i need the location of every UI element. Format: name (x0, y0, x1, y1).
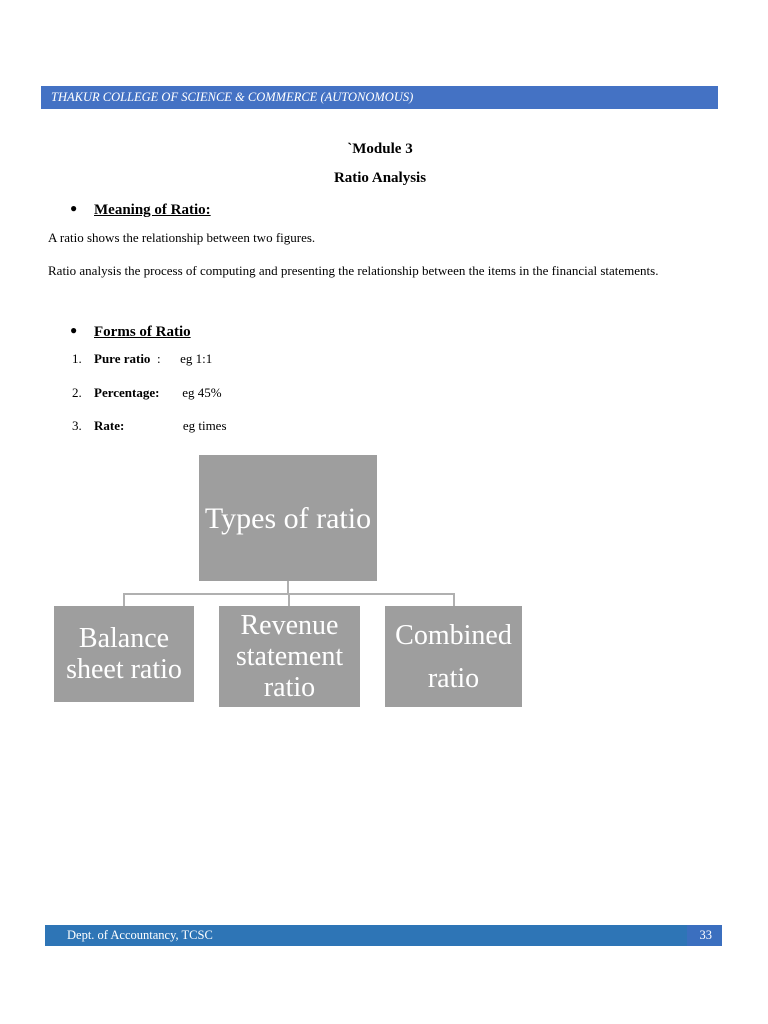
list-separator: : (150, 351, 181, 366)
forms-heading-text: Forms of Ratio (94, 324, 191, 340)
diagram-child-line: ratio (263, 672, 316, 703)
diagram-child-line: ratio (427, 662, 480, 694)
list-term: Pure ratio (94, 351, 151, 366)
list-item-percentage (72, 385, 222, 401)
list-example: eg 45% (182, 385, 222, 400)
module-title: `Module 3 (347, 141, 413, 157)
list-separator (159, 385, 182, 400)
list-item-rate (72, 418, 227, 434)
diagram-child-revenue-statement (219, 606, 360, 707)
section-title: Ratio Analysis (333, 170, 427, 186)
diagram-root-label: Types of ratio (204, 501, 372, 535)
header-bar (41, 86, 718, 109)
footer-bar (45, 925, 722, 946)
diagram-child-line: sheet ratio (66, 654, 182, 685)
diagram-child-line: Balance (78, 623, 170, 654)
list-example: eg 1:1 (180, 351, 213, 366)
meaning-heading-text: Meaning of Ratio: (94, 202, 211, 218)
list-number: 2. (72, 385, 82, 400)
connector-middle (288, 593, 290, 606)
connector-right (453, 593, 455, 606)
forms-heading (70, 323, 191, 341)
list-example: eg times (182, 418, 227, 433)
list-item-pure-ratio (72, 351, 212, 367)
meaning-heading (70, 201, 211, 219)
list-separator (124, 418, 183, 433)
institution-name: THAKUR COLLEGE OF SCIENCE & COMMERCE (AUTONOMOUS) (51, 90, 414, 104)
footer-department: Dept. of Accountancy, TCSC (67, 928, 213, 942)
diagram-root-box (199, 455, 377, 581)
connector-left (123, 593, 125, 606)
diagram-child-combined (385, 606, 522, 707)
diagram-child-line: statement (235, 641, 344, 672)
list-number: 1. (72, 351, 82, 366)
diagram-child-line: Combined (395, 619, 512, 651)
footer-inner (45, 925, 687, 946)
diagram-child-line: Revenue (240, 610, 339, 641)
bullet-icon: ● (70, 323, 78, 337)
meaning-paragraph-1: A ratio shows the relationship between two figures. (48, 230, 316, 245)
page-number: 33 (699, 928, 712, 942)
diagram-child-balance-sheet (54, 606, 194, 702)
list-number: 3. (72, 418, 82, 433)
meaning-paragraph-2: Ratio analysis the process of computing and presenting the relationship between the items in the financial statements. (48, 263, 659, 278)
bullet-icon: ● (70, 201, 78, 215)
list-term: Percentage: (94, 385, 160, 400)
list-term: Rate: (94, 418, 125, 433)
